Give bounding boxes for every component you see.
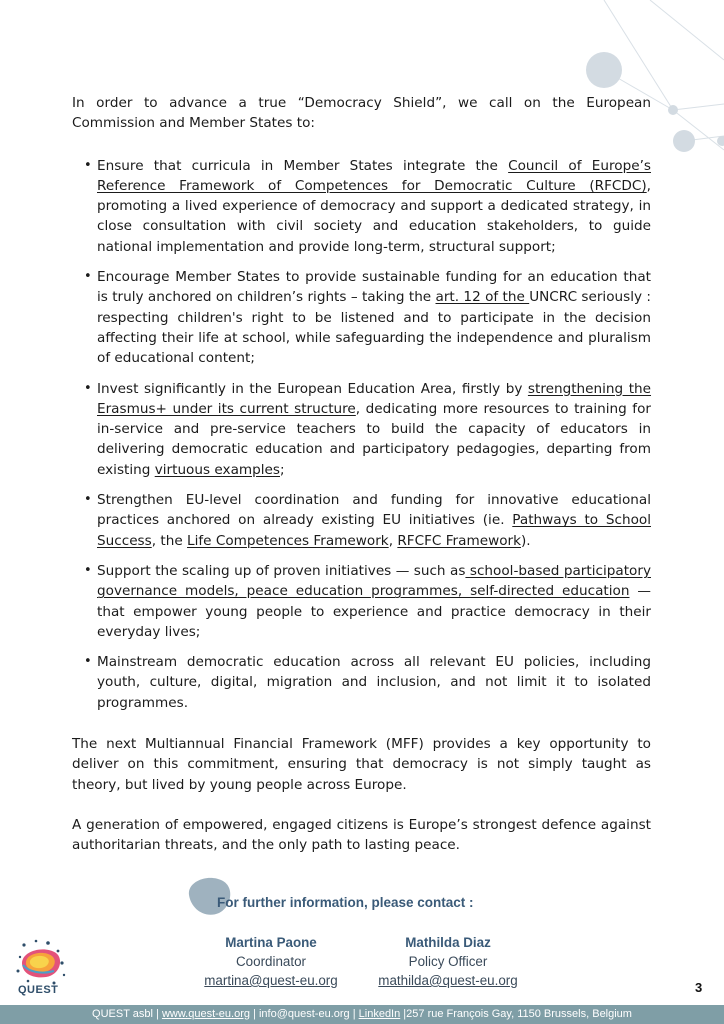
bullet-text: Encourage Member States to provide sustainable funding for an education that is truly anchored on children’s rights – taking the: [97, 269, 651, 306]
bullet-icon: •: [84, 269, 92, 285]
closing-paragraph: A generation of empowered, engaged citizens is Europe’s strongest defence against authoritarian threats, and the only path to lasting peace.: [72, 816, 651, 854]
footer-email[interactable]: info@quest-eu.org: [258, 1008, 350, 1020]
bullet-icon: •: [84, 654, 92, 670]
list-item: [72, 652, 651, 713]
initiatives-link[interactable]: school-based participatory governance models, peace education programmes, self-directed education: [97, 562, 651, 600]
footer-org: QUEST asbl: [92, 1008, 153, 1020]
footer-linkedin-link[interactable]: LinkedIn: [358, 1008, 401, 1020]
bullet-text: ;: [280, 461, 285, 478]
body-text: [72, 93, 651, 876]
bullet-text: , the: [151, 532, 188, 549]
contact-name: Martina Paone: [225, 935, 317, 950]
list-item: [72, 156, 651, 257]
footer-separator: |: [400, 1008, 407, 1020]
logo-wordmark: QUEST: [18, 984, 59, 996]
bullet-text: Support the scaling up of proven initiatives — such as: [97, 562, 466, 579]
footer-separator: |: [250, 1008, 259, 1020]
rfcfc-link[interactable]: RFCFC Framework: [397, 532, 521, 549]
erasmus-link[interactable]: strengthening the Erasmus+ under its current structure: [97, 380, 652, 417]
contact-title: For further information, please contact :: [217, 895, 474, 910]
list-item: [72, 379, 651, 480]
contact-email-link[interactable]: martina@quest-eu.org: [204, 973, 338, 988]
mff-paragraph: The next Multiannual Financial Framework (MFF) provides a key opportunity to deliver on this commitment, ensuring that democracy is not simply taught as theory, but lived by young people across Europe.: [72, 736, 651, 793]
bullet-text: Strengthen EU-level coordination and funding for innovative educational practices anchored on already existing EU initiatives (ie.: [97, 492, 651, 529]
life-competences-link[interactable]: Life Competences Framework: [187, 532, 389, 549]
pathways-link[interactable]: Pathways to School Success: [97, 512, 651, 549]
list-item: [72, 561, 651, 642]
bullet-text: ,: [388, 532, 398, 549]
bullet-text: ).: [520, 532, 531, 549]
bullet-icon: •: [84, 492, 92, 508]
bullet-text: — that empower young people to experience and practice democracy in their everyday lives;: [97, 583, 651, 640]
bullet-text: Mainstream democratic education across all relevant EU policies, including youth, culture, digital, migration and inclusion, and not limit it to isolated programmes.: [97, 654, 651, 711]
bullet-icon: •: [84, 157, 92, 173]
intro-paragraph: In order to advance a true “Democracy Shield”, we call on the European Commission and Member States to:: [72, 95, 651, 132]
bullet-text: UNCRC seriously : respecting children's right to be listened and to participate in the decision affecting their life at school, while safeguarding the independence and pluralism of educational content;: [97, 289, 651, 367]
bullet-icon: •: [84, 562, 92, 578]
contact-card-1: [196, 933, 346, 990]
footer-bar: [0, 1005, 724, 1024]
page-number: 3: [695, 980, 703, 995]
bullet-text: , promoting a lived experience of democracy and support a dedicated strategy, in close consultation with civil society and education stakeholders, to guide national implementation and provide long-term, structural support;: [97, 177, 651, 255]
contact-role: Policy Officer: [408, 954, 488, 969]
footer-website-link[interactable]: www.quest-eu.org: [161, 1008, 250, 1020]
bullet-text: Invest significantly in the European Education Area, firstly by: [97, 380, 528, 397]
contact-email-link[interactable]: mathilda@quest-eu.org: [378, 973, 518, 988]
rfcdc-link[interactable]: Council of Europe’s Reference Framework of Competences for Democratic Culture (RFCDC): [97, 157, 651, 194]
contact-name: Mathilda Diaz: [405, 935, 491, 950]
recommendations-list: [72, 156, 651, 713]
list-item: [72, 490, 651, 551]
footer-address: 257 rue François Gay, 1150 Brussels, Belgium: [406, 1008, 632, 1020]
footer-separator: |: [349, 1008, 359, 1020]
contact-card-2: [368, 933, 528, 990]
contact-role: Coordinator: [236, 954, 306, 969]
bullet-text: , dedicating more resources to training for in-service and pre-service teachers to build the capacity of educators in delivering democratic education and participatory pedagogies, departing from existing: [97, 400, 651, 478]
uncrc-link[interactable]: art. 12 of the: [435, 289, 530, 306]
footer-separator: |: [152, 1008, 162, 1020]
bullet-icon: •: [84, 380, 92, 396]
list-item: [72, 267, 651, 368]
virtuous-examples-link[interactable]: virtuous examples: [154, 461, 280, 478]
bullet-text: Ensure that curricula in Member States integrate the: [97, 157, 509, 174]
